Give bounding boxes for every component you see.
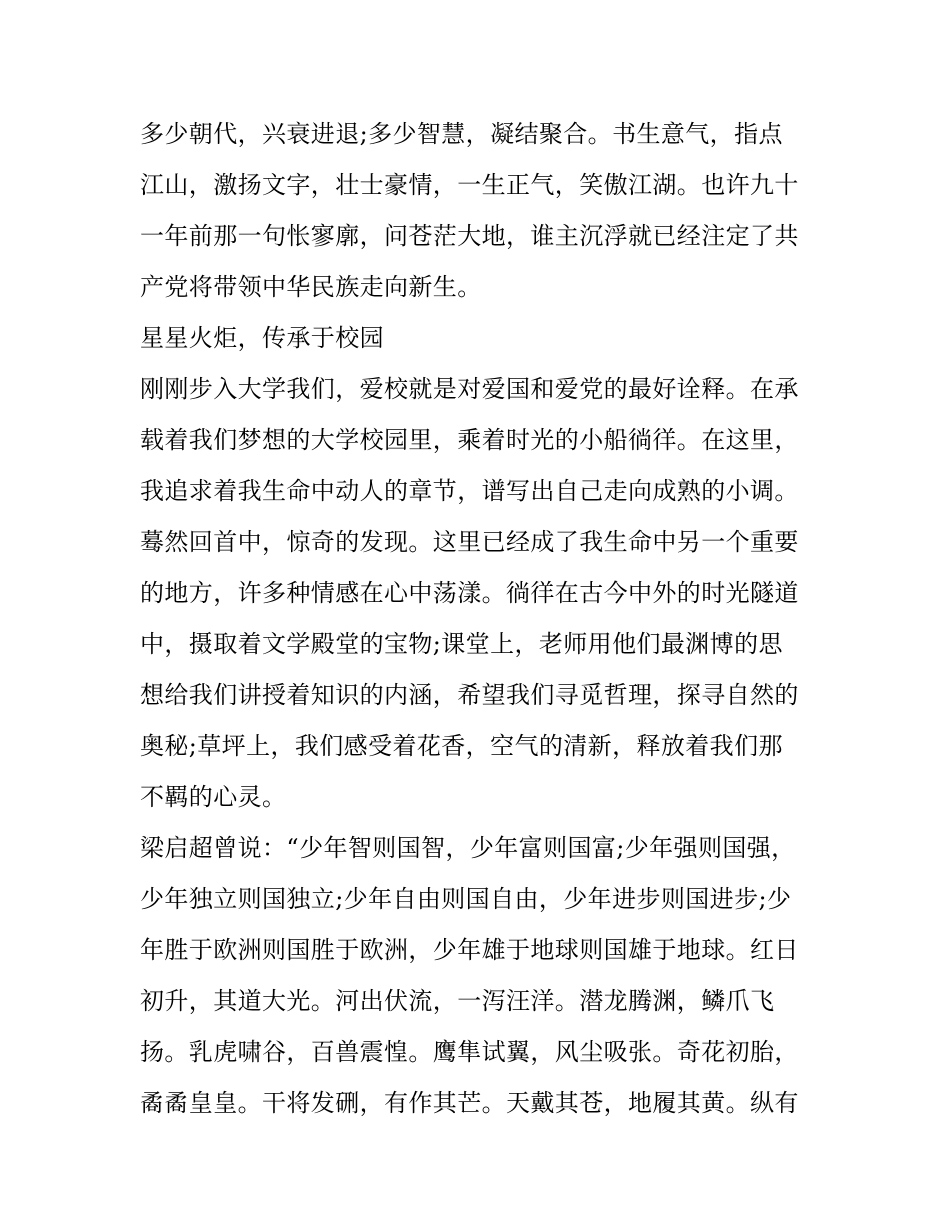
text-line: 一年前那一句怅寥廓，问苍茫大地，谁主沉浮就已经注定了共: [140, 222, 799, 250]
text-line: 扬。乳虎啸谷，百兽震惶。鹰隼试翼，风尘吸张。奇花初胎，: [140, 1038, 799, 1066]
text-line: 少年独立则国独立;少年自由则国自由，少年进步则国进步;少: [140, 885, 792, 913]
text-line: 年胜于欧洲则国胜于欧洲，少年雄于地球则国雄于地球。红日: [140, 936, 799, 964]
text-line: 我追求着我生命中动人的章节，谱写出自己走向成熟的小调。: [140, 477, 799, 505]
text-line: 矞矞皇皇。干将发硎，有作其芒。天戴其苍，地履其黄。纵有: [140, 1089, 799, 1117]
text-line: 中，摄取着文学殿堂的宝物;课堂上，老师用他们最渊博的思: [140, 630, 783, 658]
text-line: 不羁的心灵。: [140, 783, 287, 811]
text-line: 载着我们梦想的大学校园里，乘着时光的小船徜徉。在这里，: [140, 426, 799, 454]
text-line: 梁启超曾说：“少年智则国智，少年富则国富;少年强则国强，: [140, 834, 796, 862]
text-line: 蓦然回首中，惊奇的发现。这里已经成了我生命中另一个重要: [140, 528, 799, 556]
document-body: [140, 109, 820, 1129]
section-heading: 星星火炬，传承于校园: [140, 324, 384, 352]
text-line: 刚刚步入大学我们，爱校就是对爱国和爱党的最好诠释。在承: [140, 375, 799, 403]
text-line: 产党将带领中华民族走向新生。: [140, 273, 482, 301]
text-line: 初升，其道大光。河出伏流，一泻汪洋。潜龙腾渊，鳞爪飞: [140, 987, 775, 1015]
text-line: 多少朝代，兴衰进退;多少智慧，凝结聚合。书生意气，指点: [140, 120, 783, 148]
text-line: 的地方，许多种情感在心中荡漾。徜徉在古今中外的时光隧道: [140, 579, 799, 607]
text-line: 奥秘;草坪上，我们感受着花香，空气的清新，释放着我们那: [140, 732, 783, 760]
text-line: 想给我们讲授着知识的内涵，希望我们寻觅哲理，探寻自然的: [140, 681, 799, 709]
text-line: 江山，激扬文字，壮士豪情，一生正气，笑傲江湖。也许九十: [140, 171, 799, 199]
